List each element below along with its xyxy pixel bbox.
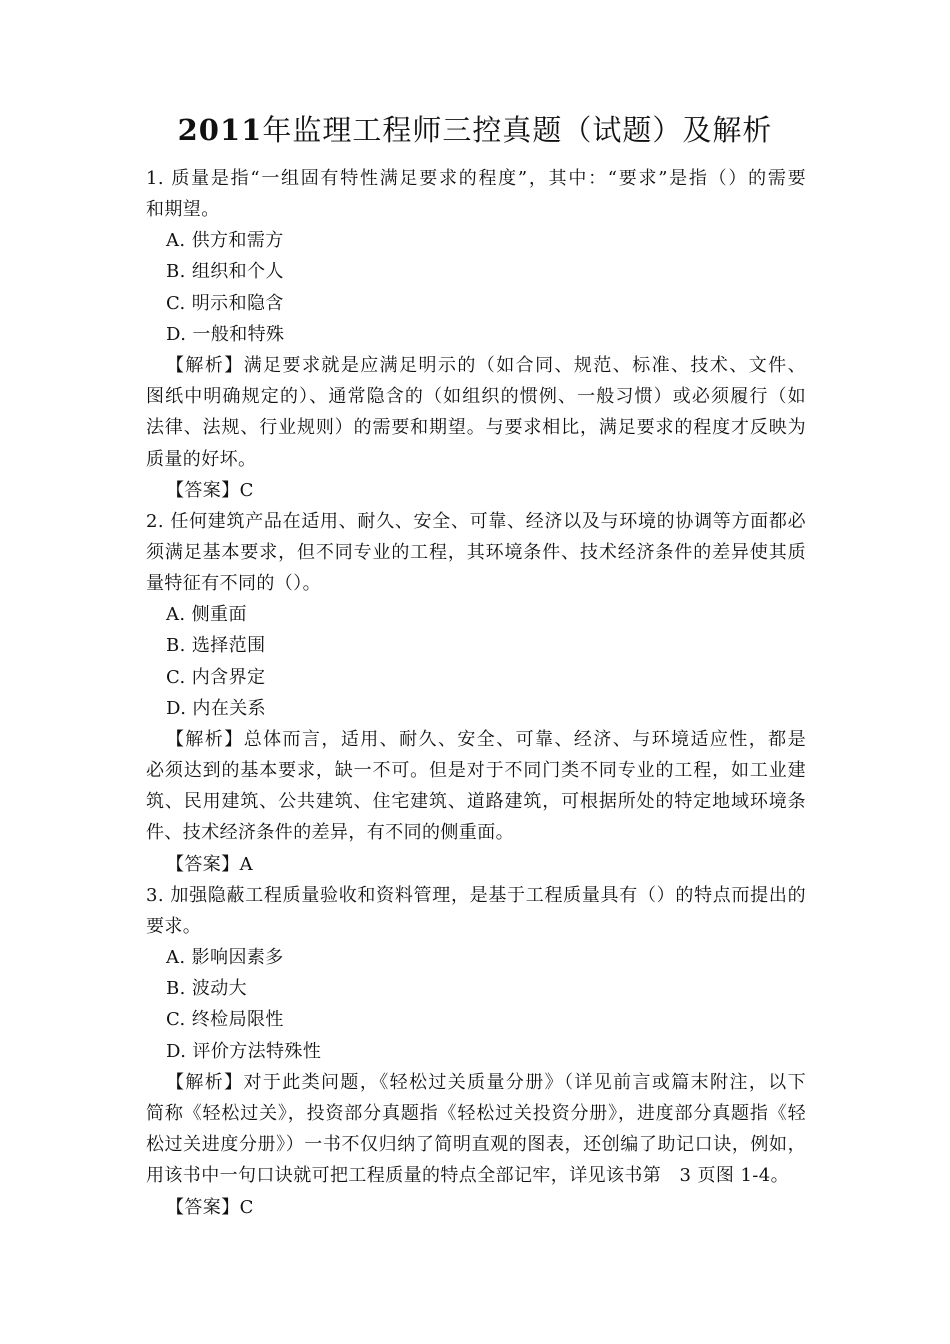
q1-analysis-line: 【解析】满足要求就是应满足明示的（如合同、规范、标准、技术、文件、 bbox=[166, 355, 806, 376]
q3-analysis-line: 用该书中一句口诀就可把工程质量的特点全部记牢，详见该书第 3 页图 1-4。 bbox=[146, 1165, 790, 1186]
q3-stem-line: 要求。 bbox=[146, 916, 202, 937]
q2-option-d: D. 内在关系 bbox=[166, 698, 267, 719]
q2-option-c: C. 内含界定 bbox=[166, 667, 266, 688]
document-title bbox=[0, 110, 950, 150]
q1-option-c: C. 明示和隐含 bbox=[166, 293, 284, 314]
q3-analysis-line: 简称《轻松过关》，投资部分真题指《轻松过关投资分册》，进度部分真题指《轻 bbox=[146, 1103, 806, 1124]
q1-analysis-line: 质量的好坏。 bbox=[146, 449, 257, 470]
q2-answer: 【答案】A bbox=[166, 854, 253, 875]
q1-answer: 【答案】C bbox=[166, 480, 254, 501]
title-text: 年监理工程师三控真题（试题）及解析 bbox=[262, 113, 773, 147]
q2-stem-line: 2. 任何建筑产品在适用、耐久、安全、可靠、经济以及与环境的协调等方面都必 bbox=[146, 511, 806, 532]
title-year: 2011 bbox=[177, 113, 263, 147]
q2-stem-line: 量特征有不同的（）。 bbox=[146, 573, 321, 594]
q1-stem-line: 和期望。 bbox=[146, 199, 220, 220]
q2-option-a: A. 侧重面 bbox=[166, 604, 247, 625]
q3-option-a: A. 影响因素多 bbox=[166, 947, 284, 968]
q3-analysis-line: 松过关进度分册》）一书不仅归纳了简明直观的图表，还创编了助记口诀，例如， bbox=[146, 1134, 806, 1155]
q2-analysis-line: 件、技术经济条件的差异，有不同的侧重面。 bbox=[146, 822, 514, 843]
q2-analysis-line: 【解析】总体而言，适用、耐久、安全、可靠、经济、与环境适应性，都是 bbox=[166, 729, 806, 750]
q1-analysis-line: 图纸中明确规定的）、通常隐含的（如组织的惯例、一般习惯）或必须履行（如 bbox=[146, 386, 806, 407]
q2-analysis-line: 必须达到的基本要求，缺一不可。但是对于不同门类不同专业的工程，如工业建 bbox=[146, 760, 806, 781]
q3-answer: 【答案】C bbox=[166, 1197, 254, 1218]
q1-analysis-line: 法律、法规、行业规则）的需要和期望。与要求相比，满足要求的程度才反映为 bbox=[146, 417, 806, 438]
q3-option-d: D. 评价方法特殊性 bbox=[166, 1041, 322, 1062]
q1-option-d: D. 一般和特殊 bbox=[166, 324, 285, 345]
q1-option-a: A. 供方和需方 bbox=[166, 230, 284, 251]
q3-option-b: B. 波动大 bbox=[166, 978, 248, 999]
q3-option-c: C. 终检局限性 bbox=[166, 1009, 284, 1030]
q2-analysis-line: 筑、民用建筑、公共建筑、住宅建筑、道路建筑，可根据所处的特定地域环境条 bbox=[146, 791, 806, 812]
q3-analysis-line: 【解析】对于此类问题，《轻松过关质量分册》（详见前言或篇末附注，以下 bbox=[166, 1072, 806, 1093]
q1-option-b: B. 组织和个人 bbox=[166, 261, 284, 282]
q1-stem-line: 1. 质量是指“一组固有特性满足要求的程度”，其中：“要求”是指（）的需要 bbox=[146, 168, 806, 189]
q2-stem-line: 须满足基本要求，但不同专业的工程，其环境条件、技术经济条件的差异使其质 bbox=[146, 542, 806, 563]
q3-stem-line: 3. 加强隐蔽工程质量验收和资料管理，是基于工程质量具有（）的特点而提出的 bbox=[146, 885, 806, 906]
q2-option-b: B. 选择范围 bbox=[166, 635, 266, 656]
